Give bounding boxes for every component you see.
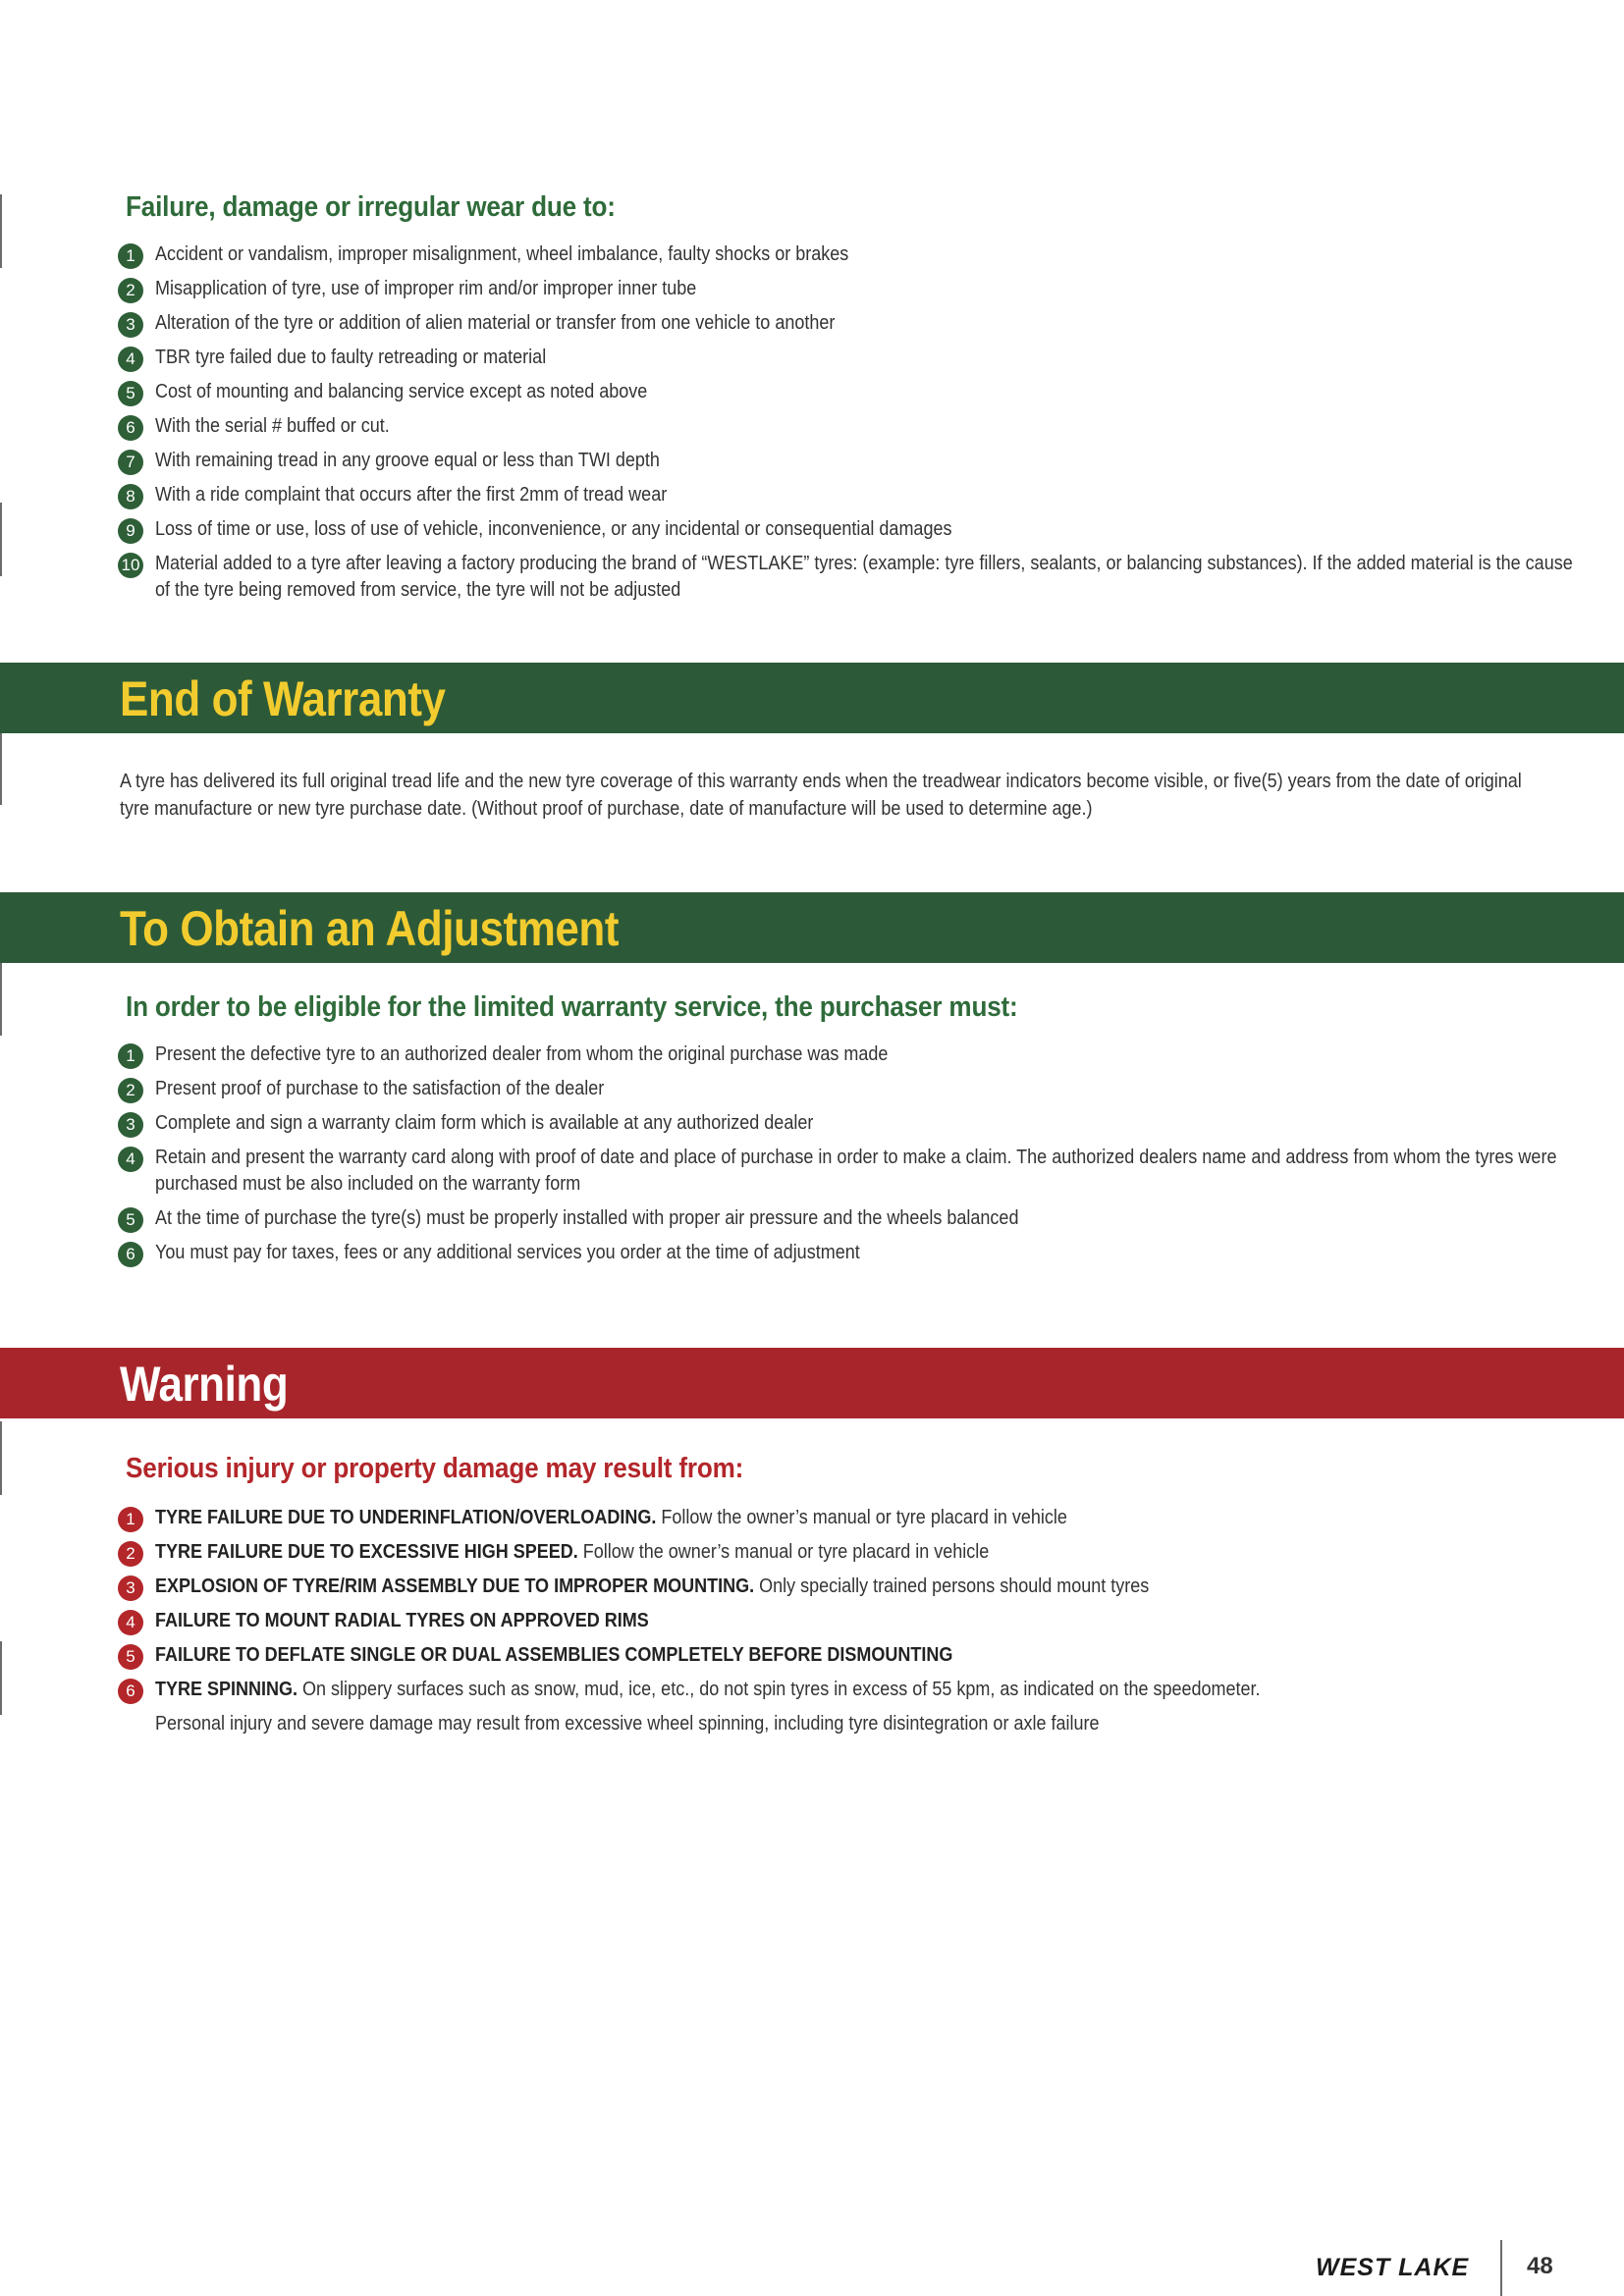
edge-mark (0, 731, 2, 805)
failure-list (118, 241, 1585, 604)
number-badge: 2 (118, 1078, 143, 1103)
list-item (118, 1145, 1585, 1198)
end-of-warranty-paragraph: A tyre has delivered its full original tread life and the new tyre coverage of this warranty ends when the treadwear indicators become visible, or five(5) years from the date of original tyre manufacture or new tyre purchase date. (Without proof of purchase, date of manufacture will be used to determine age.) (120, 771, 1522, 820)
list-item (118, 1205, 1585, 1232)
list-item-text: With remaining tread in any groove equal or less than TWI depth (155, 450, 660, 471)
warning-heading: Serious injury or property damage may result from: (126, 1453, 744, 1484)
number-badge: 1 (118, 1507, 143, 1532)
number-badge: 5 (118, 381, 143, 406)
adjustment-heading: In order to be eligible for the limited warranty service, the purchaser must: (126, 991, 1018, 1023)
list-item (118, 379, 1585, 405)
warning-title: Warning (120, 1357, 289, 1412)
number-badge: 9 (118, 518, 143, 544)
list-item-text: Retain and present the warranty card along with proof of date and place of purchase in order to make a claim. The authorized dealers name and address from whom the tyres were purchased must be also included on the warranty form (155, 1147, 1557, 1195)
number-badge: 1 (118, 243, 143, 269)
list-item (118, 448, 1585, 474)
edge-mark (0, 1641, 2, 1715)
list-item (118, 1677, 1585, 1703)
edge-mark (0, 962, 2, 1036)
list-item (118, 1642, 1585, 1669)
list-item-text: With a ride complaint that occurs after the first 2mm of tread wear (155, 484, 668, 506)
edge-mark (0, 194, 2, 268)
list-item-text: You must pay for taxes, fees or any additional services you order at the time of adjustment (155, 1242, 860, 1263)
warning-bold-text: TYRE SPINNING. (155, 1679, 298, 1700)
warning-detail-text: Only specially trained persons should mount tyres (754, 1575, 1150, 1597)
failure-heading: Failure, damage or irregular wear due to: (126, 191, 616, 223)
list-item (118, 1041, 1585, 1068)
number-badge: 6 (118, 415, 143, 441)
number-badge: 3 (118, 312, 143, 338)
list-item (118, 241, 1585, 268)
warning-bold-text: FAILURE TO DEFLATE SINGLE OR DUAL ASSEMBLIES COMPLETELY BEFORE DISMOUNTING (155, 1644, 953, 1666)
list-item-text (155, 1642, 1584, 1669)
list-item-text: Present the defective tyre to an authorized dealer from whom the original purchase was made (155, 1043, 889, 1065)
list-item-text: With the serial # buffed or cut. (155, 415, 390, 437)
number-badge: 2 (118, 1541, 143, 1567)
number-badge: 7 (118, 450, 143, 475)
warning-continuation-text: Personal injury and severe damage may result from excessive wheel spinning, including tyre disintegration or axle failure (155, 1713, 1100, 1735)
list-item-continuation (118, 1711, 1585, 1737)
number-badge: 5 (118, 1644, 143, 1670)
list-item-text (155, 1677, 1584, 1703)
list-item (118, 1608, 1585, 1634)
list-item-text: TBR tyre failed due to faulty retreading or material (155, 347, 547, 368)
number-badge: 5 (118, 1207, 143, 1233)
list-item-text: Misapplication of tyre, use of improper rim and/or improper inner tube (155, 278, 697, 299)
edge-mark (0, 1421, 2, 1495)
list-item-text (155, 1505, 1584, 1531)
adjustment-banner (0, 892, 1624, 963)
list-item (118, 310, 1585, 337)
footer-divider (1500, 2240, 1502, 2296)
list-item (118, 1240, 1585, 1266)
warning-detail-text: On slippery surfaces such as snow, mud, ice, etc., do not spin tyres in excess of 55 kpm, as indicated on the speedometer. (298, 1679, 1261, 1700)
list-item (118, 276, 1585, 302)
list-item-text: Cost of mounting and balancing service except as noted above (155, 381, 648, 402)
list-item (118, 1574, 1585, 1600)
number-badge: 2 (118, 278, 143, 303)
list-item (118, 482, 1585, 508)
list-item-text: Loss of time or use, loss of use of vehicle, inconvenience, or any incidental or consequential damages (155, 518, 952, 540)
list-item (118, 1110, 1585, 1137)
warning-banner (0, 1348, 1624, 1418)
list-item-text: Alteration of the tyre or addition of alien material or transfer from one vehicle to another (155, 312, 836, 334)
list-item (118, 345, 1585, 371)
list-item-text: Present proof of purchase to the satisfaction of the dealer (155, 1078, 605, 1099)
list-item (118, 516, 1585, 543)
list-item-text: Material added to a tyre after leaving a factory producing the brand of “WESTLAKE” tyres: (example: tyre fillers, sealants, or balancing substances). If the added material is the cause of the tyre being removed from service, the tyre will not be adjusted (155, 553, 1573, 601)
number-badge: 4 (118, 347, 143, 372)
warning-bold-text: FAILURE TO MOUNT RADIAL TYRES ON APPROVED RIMS (155, 1610, 649, 1631)
list-item-text (155, 1539, 1584, 1566)
number-badge: 3 (118, 1575, 143, 1601)
warning-detail-text: Follow the owner’s manual or tyre placard in vehicle (656, 1507, 1067, 1528)
end-of-warranty-title: End of Warranty (120, 671, 446, 726)
list-item (118, 1539, 1585, 1566)
number-badge: 10 (118, 553, 143, 578)
list-item (118, 551, 1585, 604)
adjustment-list (118, 1041, 1585, 1266)
list-item-text: Accident or vandalism, improper misalignment, wheel imbalance, faulty shocks or brakes (155, 243, 849, 265)
list-item-text (155, 1608, 1584, 1634)
warning-detail-text: Follow the owner’s manual or tyre placard in vehicle (577, 1541, 990, 1563)
warning-bold-text: TYRE FAILURE DUE TO EXCESSIVE HIGH SPEED. (155, 1541, 578, 1563)
number-badge: 4 (118, 1610, 143, 1635)
list-item (118, 413, 1585, 440)
list-item-text: At the time of purchase the tyre(s) must be properly installed with proper air pressure and the wheels balanced (155, 1207, 1019, 1229)
edge-mark (0, 503, 2, 576)
list-item (118, 1076, 1585, 1102)
page-number: 48 (1527, 2253, 1553, 2279)
number-badge: 4 (118, 1147, 143, 1172)
warning-bold-text: EXPLOSION OF TYRE/RIM ASSEMBLY DUE TO IMPROPER MOUNTING. (155, 1575, 755, 1597)
adjustment-title: To Obtain an Adjustment (120, 901, 620, 956)
list-item-text (155, 1574, 1584, 1600)
number-badge: 3 (118, 1112, 143, 1138)
warning-list (118, 1505, 1585, 1737)
end-of-warranty-banner (0, 663, 1624, 733)
number-badge: 1 (118, 1043, 143, 1069)
number-badge: 6 (118, 1242, 143, 1267)
warning-bold-text: TYRE FAILURE DUE TO UNDERINFLATION/OVERLOADING. (155, 1507, 657, 1528)
list-item (118, 1505, 1585, 1531)
westlake-logo: WEST LAKE (1316, 2254, 1470, 2281)
number-badge: 8 (118, 484, 143, 509)
list-item-text: Complete and sign a warranty claim form which is available at any authorized dealer (155, 1112, 814, 1134)
number-badge: 6 (118, 1679, 143, 1704)
